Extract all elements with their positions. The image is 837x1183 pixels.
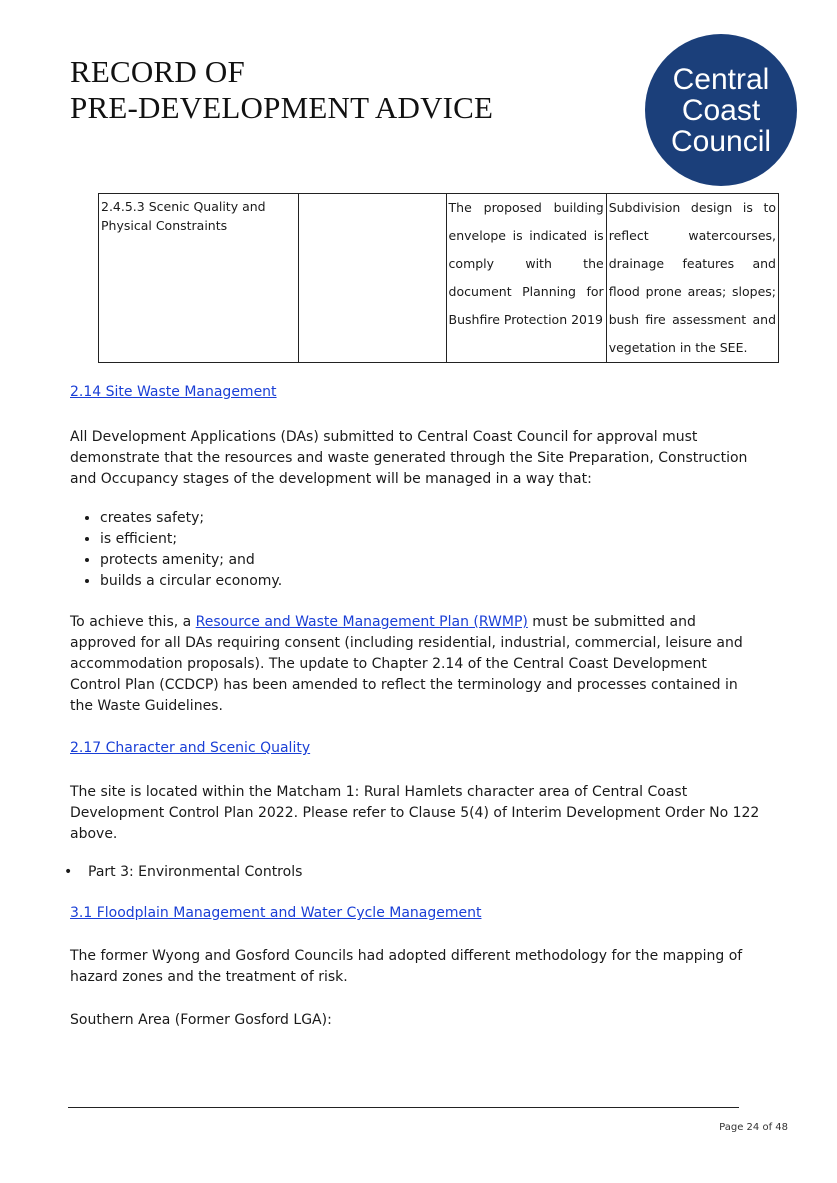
waste-intro-paragraph: All Development Applications (DAs) submitted to Central Coast Council for approval must demonstrate that the resources and waste generated through the Site Preparation, Construction and Occupancy stages of the development will be managed in a way that: bbox=[70, 429, 748, 487]
part3-list-item bbox=[64, 862, 302, 883]
part3-label: Part 3: Environmental Controls bbox=[88, 864, 303, 880]
list-item: • is efficient; bbox=[100, 529, 282, 550]
rwmp-text-after: must be submitted and approved for all DAs requiring consent (including residential, industrial, commercial, leisure and accommodation proposals). The update to Chapter 2.14 of the Central Coast Development Control Plan (CCDCP) has been amended to reflect the terminology and processes contained in the Waste Guidelines. bbox=[70, 614, 743, 714]
link-floodplain-management[interactable]: 3.1 Floodplain Management and Water Cycle Management bbox=[70, 905, 482, 921]
table-cell-assessment: The proposed building envelope is indicated is comply with the document Planning for Bushfire Protection 2019 bbox=[446, 194, 606, 363]
advice-table bbox=[98, 193, 779, 363]
rwmp-paragraph bbox=[70, 612, 760, 717]
logo-text-coast: Coast bbox=[681, 93, 761, 127]
list-item: • protects amenity; and bbox=[100, 550, 282, 571]
waste-bullet-list bbox=[80, 508, 282, 592]
link-rwmp[interactable]: Resource and Waste Management Plan (RWMP) bbox=[195, 614, 528, 630]
council-logo bbox=[645, 34, 797, 186]
page-title-line2: PRE-DEVELOPMENT ADVICE bbox=[70, 90, 494, 125]
logo-text-central: Central bbox=[672, 62, 770, 96]
table-cell-clause: 2.4.5.3 Scenic Quality and Physical Constraints bbox=[99, 194, 299, 363]
bullet-icon: • bbox=[64, 864, 73, 880]
logo-text-council: Council bbox=[670, 124, 772, 158]
page-title bbox=[70, 54, 493, 126]
link-site-waste-management[interactable]: 2.14 Site Waste Management bbox=[70, 384, 277, 400]
link-character-scenic-quality[interactable]: 2.17 Character and Scenic Quality bbox=[70, 740, 311, 756]
list-item: • creates safety; bbox=[100, 508, 282, 529]
table-cell-requirement: Subdivision design is to reflect watercourses, drainage features and flood prone areas; slopes; bush fire assessment and vegetation in the SEE. bbox=[606, 194, 778, 363]
table-row bbox=[99, 194, 779, 363]
page-title-line1: RECORD OF bbox=[70, 54, 245, 89]
table-cell-empty bbox=[298, 194, 446, 363]
southern-area-label: Southern Area (Former Gosford LGA): bbox=[70, 1012, 332, 1028]
character-paragraph: The site is located within the Matcham 1: Rural Hamlets character area of Central Coast Development Control Plan 2022. Please refer to Clause 5(4) of Interim Development Order No 122 above. bbox=[70, 784, 760, 842]
page-number: Page 24 of 48 bbox=[719, 1122, 788, 1133]
floodplain-paragraph: The former Wyong and Gosford Councils had adopted different methodology for the mapping of hazard zones and the treatment of risk. bbox=[70, 948, 743, 985]
list-item: • builds a circular economy. bbox=[100, 571, 282, 592]
footer-divider bbox=[68, 1107, 739, 1108]
rwmp-text-before: To achieve this, a bbox=[70, 614, 196, 630]
